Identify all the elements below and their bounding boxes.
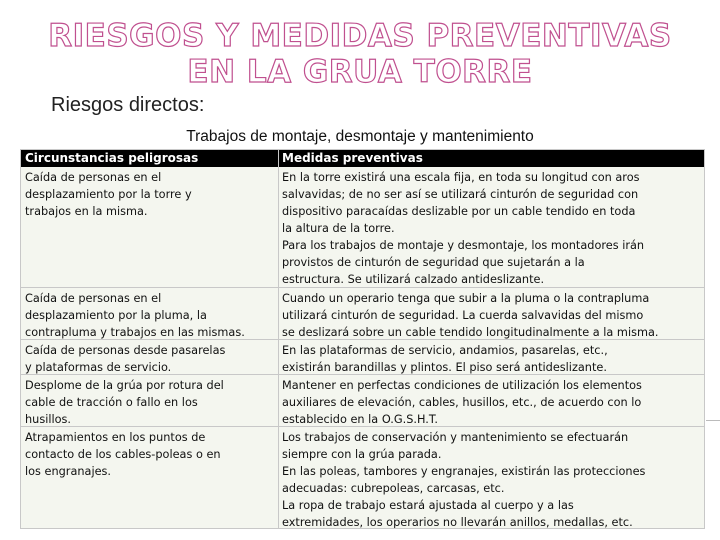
risk-measures-table [20, 149, 705, 529]
column-divider [278, 150, 279, 528]
circumstance-cell: Caída de personas en el desplazamiento por la torre y trabajos en la misma. [25, 171, 192, 218]
circumstance-cell: Caída de personas en el desplazamiento por la pluma, la contrapluma y trabajos en las mismas. [25, 292, 245, 339]
table-row [21, 167, 704, 286]
table-header [21, 150, 704, 167]
measure-cell: En las plataformas de servicio, andamios, pasarelas, etc., existirán barandillas y plintos. El piso será antideslizante. [282, 344, 608, 374]
circumstance-cell: Desplome de la grúa por rotura del cable de tracción o fallo en los husillos. [25, 379, 224, 426]
circumstance-cell: Atrapamientos en los puntos de contacto de los cables-poleas o en los engranajes. [25, 431, 221, 478]
measure-cell: Los trabajos de conservación y mantenimiento se efectuarán siempre con la grúa parada. En las poleas, tambores y engranajes, existirán las protecciones adecuadas: cubrepoleas, carcasas, etc. La ropa de trabajo estará ajustada al cuerpo y a las extremidades, los operarios no llevarán anillos, medallas, etc. [282, 431, 646, 529]
table-caption: Trabajos de montaje, desmontaje y mantenimiento [186, 128, 534, 145]
table-row [21, 287, 704, 339]
slide-title: RIESGOS Y MEDIDAS PREVENTIVAS EN LA GRUA TORRE [48, 18, 672, 90]
table-row [21, 426, 704, 529]
measure-cell: Mantener en perfectas condiciones de utilización los elementos auxiliares de elevación, cables, husillos, etc., de acuerdo con lo establecido en la O.G.S.H.T. [282, 379, 642, 426]
section-subtitle: Riesgos directos: [51, 94, 205, 116]
decorative-line [706, 420, 720, 421]
measure-cell: En la torre existirá una escala fija, en toda su longitud con aros salvavidas; de no ser así se utilizará cinturón de seguridad con dispositivo paracaídas deslizable por un cable tendido en toda la altura de la torre. Para los trabajos de montaje y desmontaje, los montadores irán provistos de cinturón de seguridad que sujetarán a la estructura. Se utilizará calzado antideslizante. [282, 171, 645, 286]
measure-cell: Cuando un operario tenga que subir a la pluma o la contrapluma utilizará cinturón de seguridad. La cuerda salvavidas del mismo se deslizará sobre un cable tendido longitudinalmente a la misma. [282, 292, 659, 339]
circumstance-cell: Caída de personas desde pasarelas y plataformas de servicio. [25, 344, 226, 374]
header-measures: Medidas preventivas [282, 151, 423, 165]
header-circumstances: Circunstancias peligrosas [25, 151, 199, 165]
table-row [21, 374, 704, 426]
table-row [21, 339, 704, 374]
